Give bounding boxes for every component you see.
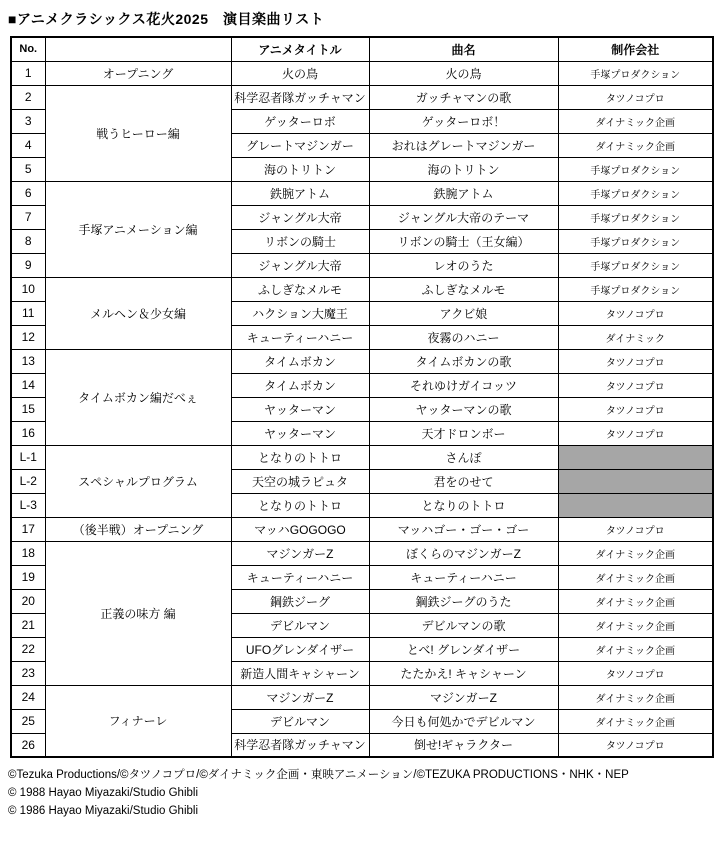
anime-title-cell: 天空の城ラピュタ <box>231 469 369 493</box>
song-title-cell: 天才ドロンボー <box>369 421 558 445</box>
production-company-cell: ダイナミック企画 <box>558 637 713 661</box>
header-section <box>45 37 231 61</box>
anime-title-cell: ヤッターマン <box>231 397 369 421</box>
row-number-cell: 17 <box>11 517 45 541</box>
row-number-cell: L-1 <box>11 445 45 469</box>
production-company-cell: タツノコプロ <box>558 661 713 685</box>
production-company-cell: タツノコプロ <box>558 373 713 397</box>
section-label-cell: スペシャルプログラム <box>45 445 231 517</box>
row-number-cell: 12 <box>11 325 45 349</box>
anime-title-cell: キューティーハニー <box>231 565 369 589</box>
table-row <box>11 541 713 565</box>
row-number-cell: 3 <box>11 109 45 133</box>
anime-title-cell: ジャングル大帝 <box>231 253 369 277</box>
song-title-cell: ぼくらのマジンガーZ <box>369 541 558 565</box>
song-title-cell: 鉄腕アトム <box>369 181 558 205</box>
section-label-cell: オープニング <box>45 61 231 85</box>
copyright-line-3: © 1986 Hayao Miyazaki/Studio Ghibli <box>8 805 199 817</box>
table-header <box>11 37 713 61</box>
row-number-cell: 26 <box>11 733 45 757</box>
anime-title-cell: デビルマン <box>231 709 369 733</box>
table-body <box>11 61 713 757</box>
table-row <box>11 61 713 85</box>
production-company-cell: タツノコプロ <box>558 397 713 421</box>
song-title-cell: ガッチャマンの歌 <box>369 85 558 109</box>
song-title-cell: ジャングル大帝のテーマ <box>369 205 558 229</box>
anime-title-cell: リボンの騎士 <box>231 229 369 253</box>
production-company-cell: 手塚プロダクション <box>558 181 713 205</box>
production-company-cell <box>558 493 713 517</box>
anime-title-cell: ゲッターロボ <box>231 109 369 133</box>
page-title: ■アニメクラシックス花火2025 演目楽曲リスト <box>8 11 325 27</box>
row-number-cell: 10 <box>11 277 45 301</box>
production-company-cell: ダイナミック企画 <box>558 541 713 565</box>
row-number-cell: 6 <box>11 181 45 205</box>
song-title-cell: おれはグレートマジンガー <box>369 133 558 157</box>
copyright-line-2: © 1988 Hayao Miyazaki/Studio Ghibli <box>8 787 199 799</box>
anime-title-cell: ヤッターマン <box>231 421 369 445</box>
anime-title-cell: タイムボカン <box>231 373 369 397</box>
anime-title-cell: ふしぎなメルモ <box>231 277 369 301</box>
song-title-cell: とべ! グレンダイザー <box>369 637 558 661</box>
song-title-cell: となりのトトロ <box>369 493 558 517</box>
anime-title-cell: キューティーハニー <box>231 325 369 349</box>
production-company-cell: タツノコプロ <box>558 517 713 541</box>
row-number-cell: 8 <box>11 229 45 253</box>
production-company-cell: タツノコプロ <box>558 421 713 445</box>
song-title-cell: マジンガーZ <box>369 685 558 709</box>
song-title-cell: それゆけガイコッツ <box>369 373 558 397</box>
row-number-cell: 1 <box>11 61 45 85</box>
song-title-cell: デビルマンの歌 <box>369 613 558 637</box>
anime-title-cell: 海のトリトン <box>231 157 369 181</box>
row-number-cell: 4 <box>11 133 45 157</box>
production-company-cell: 手塚プロダクション <box>558 205 713 229</box>
anime-title-cell: 科学忍者隊ガッチャマン <box>231 85 369 109</box>
song-title-cell: タイムボカンの歌 <box>369 349 558 373</box>
section-label-cell: 手塚アニメーション編 <box>45 181 231 277</box>
production-company-cell: ダイナミック企画 <box>558 709 713 733</box>
production-company-cell <box>558 469 713 493</box>
production-company-cell: ダイナミック企画 <box>558 133 713 157</box>
song-title-cell: 海のトリトン <box>369 157 558 181</box>
table-row <box>11 445 713 469</box>
song-title-cell: さんぽ <box>369 445 558 469</box>
song-title-cell: 夜霧のハニー <box>369 325 558 349</box>
anime-title-cell: グレートマジンガー <box>231 133 369 157</box>
row-number-cell: 18 <box>11 541 45 565</box>
row-number-cell: L-3 <box>11 493 45 517</box>
row-number-cell: L-2 <box>11 469 45 493</box>
production-company-cell: ダイナミック企画 <box>558 613 713 637</box>
anime-title-cell: ハクション大魔王 <box>231 301 369 325</box>
song-title-cell: ヤッターマンの歌 <box>369 397 558 421</box>
production-company-cell: ダイナミック企画 <box>558 109 713 133</box>
row-number-cell: 7 <box>11 205 45 229</box>
section-label-cell: 戦うヒーロー編 <box>45 85 231 181</box>
production-company-cell: ダイナミック企画 <box>558 685 713 709</box>
row-number-cell: 14 <box>11 373 45 397</box>
table-row <box>11 349 713 373</box>
song-title-cell: リボンの騎士（王女編） <box>369 229 558 253</box>
song-title-cell: マッハゴー・ゴー・ゴー <box>369 517 558 541</box>
row-number-cell: 2 <box>11 85 45 109</box>
anime-title-cell: となりのトトロ <box>231 493 369 517</box>
anime-title-cell: 鉄腕アトム <box>231 181 369 205</box>
production-company-cell: 手塚プロダクション <box>558 157 713 181</box>
header-song-title: 曲名 <box>369 37 558 61</box>
row-number-cell: 24 <box>11 685 45 709</box>
production-company-cell: 手塚プロダクション <box>558 229 713 253</box>
anime-title-cell: ジャングル大帝 <box>231 205 369 229</box>
row-number-cell: 21 <box>11 613 45 637</box>
anime-title-cell: UFOグレンダイザー <box>231 637 369 661</box>
production-company-cell: ダイナミック企画 <box>558 565 713 589</box>
table-row <box>11 181 713 205</box>
anime-title-cell: マジンガーZ <box>231 541 369 565</box>
production-company-cell: 手塚プロダクション <box>558 61 713 85</box>
song-title-cell: 鋼鉄ジーグのうた <box>369 589 558 613</box>
table-row <box>11 685 713 709</box>
row-number-cell: 5 <box>11 157 45 181</box>
anime-title-cell: デビルマン <box>231 613 369 637</box>
production-company-cell: タツノコプロ <box>558 85 713 109</box>
production-company-cell: 手塚プロダクション <box>558 277 713 301</box>
header-no: No. <box>11 37 45 61</box>
song-title-cell: アクビ娘 <box>369 301 558 325</box>
song-list-table <box>10 36 714 758</box>
anime-title-cell: 新造人間キャシャーン <box>231 661 369 685</box>
song-title-cell: たたかえ! キャシャーン <box>369 661 558 685</box>
song-title-cell: 君をのせて <box>369 469 558 493</box>
section-label-cell: メルヘン＆少女編 <box>45 277 231 349</box>
section-label-cell: （後半戦）オープニング <box>45 517 231 541</box>
header-row <box>11 37 713 61</box>
row-number-cell: 25 <box>11 709 45 733</box>
row-number-cell: 23 <box>11 661 45 685</box>
anime-title-cell: 火の鳥 <box>231 61 369 85</box>
row-number-cell: 19 <box>11 565 45 589</box>
anime-title-cell: となりのトトロ <box>231 445 369 469</box>
row-number-cell: 22 <box>11 637 45 661</box>
header-production-company: 制作会社 <box>558 37 713 61</box>
song-title-cell: ふしぎなメルモ <box>369 277 558 301</box>
production-company-cell: タツノコプロ <box>558 733 713 757</box>
section-label-cell: タイムボカン編だべぇ <box>45 349 231 445</box>
production-company-cell: ダイナミック <box>558 325 713 349</box>
table-row <box>11 277 713 301</box>
row-number-cell: 20 <box>11 589 45 613</box>
song-title-cell: レオのうた <box>369 253 558 277</box>
anime-title-cell: マッハGOGOGO <box>231 517 369 541</box>
anime-title-cell: マジンガーZ <box>231 685 369 709</box>
table-row <box>11 517 713 541</box>
table-row <box>11 85 713 109</box>
copyright-line-1: ©Tezuka Productions/©タツノコプロ/©ダイナミック企画・東映アニメーション/©TEZUKA PRODUCTIONS・NHK・NEP <box>8 769 629 781</box>
production-company-cell: 手塚プロダクション <box>558 253 713 277</box>
production-company-cell: タツノコプロ <box>558 301 713 325</box>
anime-title-cell: 科学忍者隊ガッチャマン <box>231 733 369 757</box>
anime-title-cell: 鋼鉄ジーグ <box>231 589 369 613</box>
song-title-cell: ゲッターロボ！ <box>369 109 558 133</box>
song-title-cell: 倒せ!ギャラクター <box>369 733 558 757</box>
song-title-cell: キューティーハニー <box>369 565 558 589</box>
anime-title-cell: タイムボカン <box>231 349 369 373</box>
row-number-cell: 15 <box>11 397 45 421</box>
row-number-cell: 11 <box>11 301 45 325</box>
section-label-cell: 正義の味方 編 <box>45 541 231 685</box>
header-anime-title: アニメタイトル <box>231 37 369 61</box>
row-number-cell: 16 <box>11 421 45 445</box>
footer <box>8 766 720 820</box>
production-company-cell <box>558 445 713 469</box>
production-company-cell: ダイナミック企画 <box>558 589 713 613</box>
row-number-cell: 9 <box>11 253 45 277</box>
section-label-cell: フィナーレ <box>45 685 231 757</box>
production-company-cell: タツノコプロ <box>558 349 713 373</box>
song-title-cell: 火の鳥 <box>369 61 558 85</box>
song-title-cell: 今日も何処かでデビルマン <box>369 709 558 733</box>
row-number-cell: 13 <box>11 349 45 373</box>
